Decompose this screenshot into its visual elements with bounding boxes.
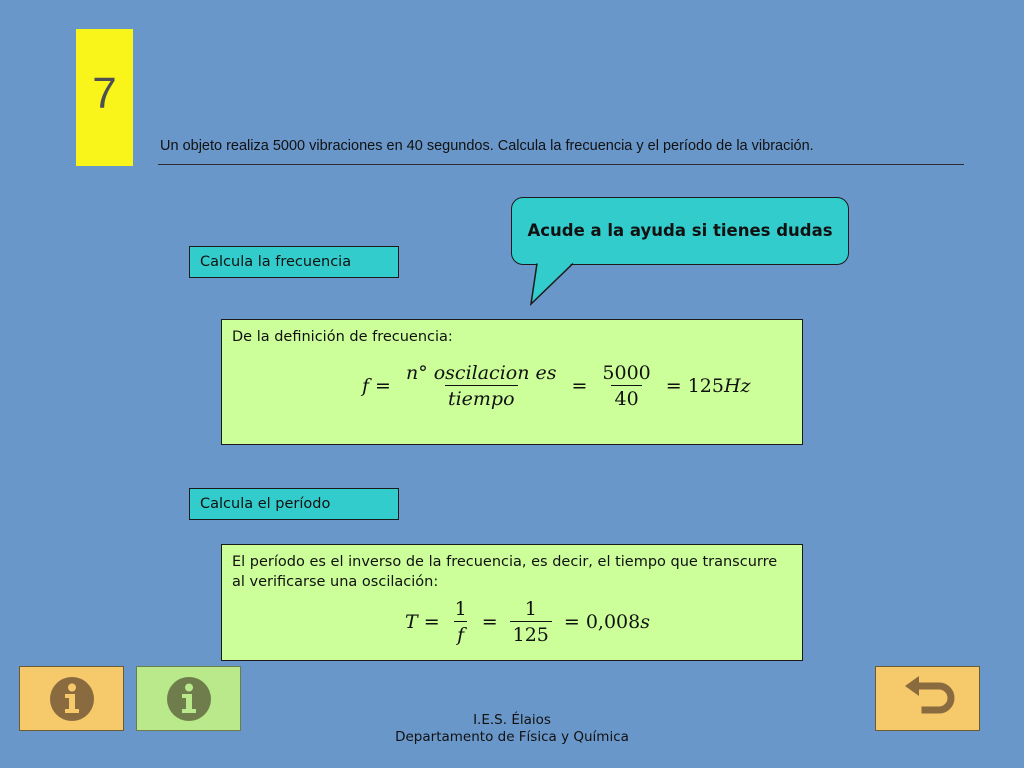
fraction-inverse [452, 598, 470, 646]
period-formula [405, 598, 650, 646]
title-divider [158, 164, 964, 165]
fraction-denominator: f [454, 621, 467, 646]
frequency-step-button[interactable] [189, 246, 399, 278]
footer [362, 712, 662, 746]
fraction-numerator: 1 [454, 598, 467, 620]
fraction-denominator: 125 [510, 621, 552, 646]
formula-equals: = [375, 375, 391, 397]
formula-equals: = [563, 611, 580, 633]
info-icon [48, 675, 96, 723]
period-intro: El período es el inverso de la frecuencia, es decir, el tiempo que transcurre al verificarse una oscilación: [232, 554, 778, 590]
period-step-label: Calcula el período [200, 496, 331, 512]
fraction-denominator: tiempo [445, 385, 518, 410]
return-arrow-icon [901, 676, 955, 722]
frequency-step-label: Calcula la frecuencia [200, 254, 352, 270]
formula-result: 125 [687, 375, 724, 397]
formula-equals: = [481, 611, 498, 633]
return-button[interactable] [875, 666, 980, 731]
info-button-1[interactable] [19, 666, 124, 731]
fraction-denominator: 40 [611, 385, 641, 410]
help-callout-text: Acude a la ayuda si tienes dudas [527, 221, 833, 240]
fraction-numerator: 1 [524, 598, 537, 620]
formula-equals: = [571, 375, 588, 397]
formula-result: 0,008 [585, 611, 641, 633]
fraction-numerator: 5000 [602, 362, 651, 384]
fraction-definition [403, 362, 560, 410]
formula-unit: Hz [723, 375, 751, 397]
fraction-numerator: n° oscilacion es [405, 362, 557, 384]
slide-number: 7 [92, 68, 117, 118]
formula-T: T [405, 611, 418, 633]
formula-unit: s [640, 611, 650, 633]
formula-equals: = [423, 611, 440, 633]
frequency-intro: De la definición de frecuencia: [232, 329, 453, 345]
formula-f: f [362, 375, 370, 397]
footer-department: Departamento de Física y Química [395, 729, 629, 745]
frequency-formula [362, 362, 751, 410]
help-callout [511, 197, 849, 265]
problem-statement: Un objeto realiza 5000 vibraciones en 40 segundos. Calcula la frecuencia y el período de la vibración. [160, 138, 814, 154]
formula-equals: = [665, 375, 682, 397]
info-button-2[interactable] [136, 666, 241, 731]
fraction-values [599, 362, 653, 410]
footer-school: I.E.S. Élaios [473, 712, 551, 728]
period-step-button[interactable] [189, 488, 399, 520]
info-icon [165, 675, 213, 723]
slide-number-box [76, 29, 133, 166]
callout-tail [525, 262, 625, 306]
fraction-values [510, 598, 552, 646]
